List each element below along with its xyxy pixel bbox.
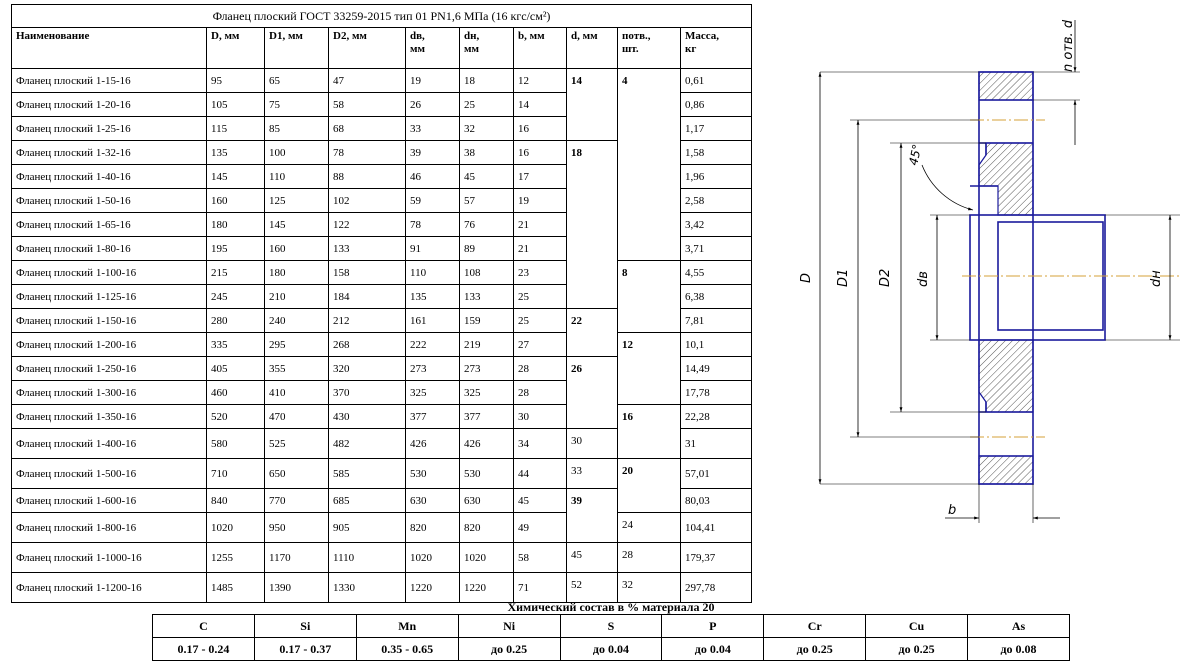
bolt-section-bottom <box>979 456 1033 484</box>
chemistry-element: Cr <box>764 615 866 638</box>
label-b: b <box>948 503 957 518</box>
table-cell: Фланец плоский 1-350-16 <box>12 405 207 429</box>
chemistry-value: 0.35 - 0.65 <box>356 638 458 661</box>
table-cell: 57 <box>460 189 514 213</box>
table-cell: 16 <box>514 117 567 141</box>
table-cell: 59 <box>406 189 460 213</box>
table-cell: 1390 <box>265 573 329 603</box>
table-cell: 4,55 <box>681 261 752 285</box>
table-cell: Фланец плоский 1-1200-16 <box>12 573 207 603</box>
hole-diameter-cell: 39 <box>567 489 618 543</box>
table-cell: 295 <box>265 333 329 357</box>
table-cell: Фланец плоский 1-20-16 <box>12 93 207 117</box>
table-cell: 46 <box>406 165 460 189</box>
table-cell: 158 <box>329 261 406 285</box>
chemistry-table <box>152 614 1070 661</box>
table-cell: 45 <box>460 165 514 189</box>
hatched-sections <box>979 72 1033 484</box>
table-cell: 405 <box>207 357 265 381</box>
table-cell: 68 <box>329 117 406 141</box>
hole-count-cell: 20 <box>618 459 681 513</box>
table-cell: 47 <box>329 69 406 93</box>
column-header-text: потв., <box>622 30 651 42</box>
table-cell: 268 <box>329 333 406 357</box>
table-cell: 19 <box>514 189 567 213</box>
table-cell: 14,49 <box>681 357 752 381</box>
table-cell: 580 <box>207 429 265 459</box>
bolt-section-top <box>979 72 1033 100</box>
hole-count-cell: 28 <box>618 543 681 573</box>
label-D: D <box>799 272 814 283</box>
table-cell: 0,61 <box>681 69 752 93</box>
table-cell: 58 <box>514 543 567 573</box>
table-cell: 377 <box>406 405 460 429</box>
table-cell: 78 <box>406 213 460 237</box>
column-header-text: мм <box>410 43 425 55</box>
label-holes: n отв. d <box>1061 19 1076 72</box>
column-header-text: мм <box>464 43 479 55</box>
chemistry-title: Химический состав в % материала 20 <box>507 600 715 614</box>
chemistry-element: S <box>560 615 662 638</box>
table-row <box>12 405 752 429</box>
table-cell: 820 <box>460 513 514 543</box>
table-cell: 23 <box>514 261 567 285</box>
table-cell: 710 <box>207 459 265 489</box>
label-angle: 45° <box>906 142 925 167</box>
table-cell: 18 <box>460 69 514 93</box>
table-cell: 210 <box>265 285 329 309</box>
table-cell: 34 <box>514 429 567 459</box>
table-row <box>12 261 752 285</box>
table-row <box>12 543 752 573</box>
table-cell: 160 <box>207 189 265 213</box>
hole-diameter-cell: 14 <box>567 69 618 141</box>
column-header-text: Наименование <box>16 30 90 42</box>
table-cell: 133 <box>329 237 406 261</box>
hole-diameter-cell: 33 <box>567 459 618 489</box>
table-cell: 460 <box>207 381 265 405</box>
table-cell: 840 <box>207 489 265 513</box>
table-cell: 215 <box>207 261 265 285</box>
table-cell: 370 <box>329 381 406 405</box>
table-cell: Фланец плоский 1-600-16 <box>12 489 207 513</box>
chemistry-values-row <box>153 638 1070 661</box>
table-cell: 325 <box>406 381 460 405</box>
table-cell: 161 <box>406 309 460 333</box>
hole-diameter-cell: 22 <box>567 309 618 357</box>
table-cell: 28 <box>514 357 567 381</box>
table-cell: 135 <box>207 141 265 165</box>
table-cell: 159 <box>460 309 514 333</box>
table-cell: 280 <box>207 309 265 333</box>
table-cell: 770 <box>265 489 329 513</box>
table-cell: 125 <box>265 189 329 213</box>
chemistry-value: 0.17 - 0.24 <box>153 638 255 661</box>
table-cell: 219 <box>460 333 514 357</box>
table-cell: 0,86 <box>681 93 752 117</box>
table-cell: 195 <box>207 237 265 261</box>
table-cell: Фланец плоский 1-80-16 <box>12 237 207 261</box>
table-cell: 145 <box>265 213 329 237</box>
table-cell: 179,37 <box>681 543 752 573</box>
table-cell: 21 <box>514 237 567 261</box>
table-cell: 240 <box>265 309 329 333</box>
table-cell: 1170 <box>265 543 329 573</box>
table-cell: 184 <box>329 285 406 309</box>
table-cell: 115 <box>207 117 265 141</box>
table-cell: 2,58 <box>681 189 752 213</box>
chemistry-value: 0.17 - 0.37 <box>254 638 356 661</box>
column-header-text: d, мм <box>571 30 598 42</box>
table-cell: 12 <box>514 69 567 93</box>
table-cell: Фланец плоский 1-300-16 <box>12 381 207 405</box>
table-cell: 1255 <box>207 543 265 573</box>
flange-drawing <box>780 0 1195 560</box>
table-cell: 530 <box>406 459 460 489</box>
table-cell: 10,1 <box>681 333 752 357</box>
table-cell: 45 <box>514 489 567 513</box>
table-cell: 630 <box>406 489 460 513</box>
chemistry-element: Mn <box>356 615 458 638</box>
table-cell: 530 <box>460 459 514 489</box>
table-cell: 49 <box>514 513 567 543</box>
table-cell: 6,38 <box>681 285 752 309</box>
table-cell: 16 <box>514 141 567 165</box>
table-cell: 377 <box>460 405 514 429</box>
column-header <box>618 28 681 69</box>
hole-diameter-cell: 26 <box>567 357 618 429</box>
flange-outline <box>970 72 1105 484</box>
column-header-text: dв, <box>410 30 425 42</box>
chemistry-element: As <box>968 615 1070 638</box>
table-cell: 102 <box>329 189 406 213</box>
chemistry-element: Ni <box>458 615 560 638</box>
column-header-text: шт. <box>622 43 639 55</box>
table-cell: 630 <box>460 489 514 513</box>
table-cell: 133 <box>460 285 514 309</box>
table-cell: 30 <box>514 405 567 429</box>
column-header-text: b, мм <box>518 30 545 42</box>
table-cell: 520 <box>207 405 265 429</box>
table-cell: 160 <box>265 237 329 261</box>
table-cell: 273 <box>460 357 514 381</box>
hole-count-cell: 4 <box>618 69 681 261</box>
table-cell: 482 <box>329 429 406 459</box>
table-cell: Фланец плоский 1-32-16 <box>12 141 207 165</box>
label-D2: D2 <box>878 268 893 287</box>
table-cell: Фланец плоский 1-500-16 <box>12 459 207 489</box>
table-cell: 685 <box>329 489 406 513</box>
column-header-text: кг <box>685 43 697 55</box>
table-cell: 1220 <box>406 573 460 603</box>
table-cell: 57,01 <box>681 459 752 489</box>
table-cell: 122 <box>329 213 406 237</box>
dim-angle <box>922 165 973 210</box>
flange-body-top <box>979 143 1033 215</box>
chemistry-value: до 0.08 <box>968 638 1070 661</box>
table-cell: 1,96 <box>681 165 752 189</box>
column-header <box>681 28 752 69</box>
table-cell: 38 <box>460 141 514 165</box>
table-cell: 1220 <box>460 573 514 603</box>
table-cell: 7,81 <box>681 309 752 333</box>
table-cell: Фланец плоский 1-1000-16 <box>12 543 207 573</box>
table-cell: 470 <box>265 405 329 429</box>
table-cell: 65 <box>265 69 329 93</box>
table-cell: 22,28 <box>681 405 752 429</box>
table-cell: 525 <box>265 429 329 459</box>
hole-diameter-cell: 52 <box>567 573 618 603</box>
table-cell: Фланец плоский 1-800-16 <box>12 513 207 543</box>
table-cell: 1,17 <box>681 117 752 141</box>
table-cell: 410 <box>265 381 329 405</box>
table-cell: 180 <box>207 213 265 237</box>
table-cell: 27 <box>514 333 567 357</box>
table-cell: 820 <box>406 513 460 543</box>
column-header <box>265 28 329 69</box>
table-cell: 1020 <box>406 543 460 573</box>
table-cell: 33 <box>406 117 460 141</box>
table-cell: 14 <box>514 93 567 117</box>
table-cell: 17,78 <box>681 381 752 405</box>
flange-body-bottom <box>979 340 1033 412</box>
table-cell: 3,71 <box>681 237 752 261</box>
column-header <box>514 28 567 69</box>
chemistry-value: до 0.04 <box>662 638 764 661</box>
table-cell: 80,03 <box>681 489 752 513</box>
table-cell: 1110 <box>329 543 406 573</box>
table-cell: 100 <box>265 141 329 165</box>
table-header-row <box>12 28 752 69</box>
table-cell: 1020 <box>207 513 265 543</box>
chemistry-value: до 0.25 <box>458 638 560 661</box>
table-cell: 905 <box>329 513 406 543</box>
table-cell: 355 <box>265 357 329 381</box>
table-row <box>12 573 752 603</box>
chemistry-value: до 0.25 <box>764 638 866 661</box>
table-cell: Фланец плоский 1-200-16 <box>12 333 207 357</box>
column-header <box>12 28 207 69</box>
hole-count-cell: 24 <box>618 513 681 543</box>
table-cell: 145 <box>207 165 265 189</box>
table-cell: 78 <box>329 141 406 165</box>
hole-count-cell: 12 <box>618 333 681 405</box>
table-cell: 135 <box>406 285 460 309</box>
table-cell: 180 <box>265 261 329 285</box>
column-header-text: dн, <box>464 30 480 42</box>
table-row <box>12 69 752 93</box>
table-cell: 426 <box>460 429 514 459</box>
table-cell: 110 <box>406 261 460 285</box>
table-cell: 31 <box>681 429 752 459</box>
chemistry-value: до 0.04 <box>560 638 662 661</box>
table-cell: 25 <box>460 93 514 117</box>
table-cell: Фланец плоский 1-40-16 <box>12 165 207 189</box>
table-cell: Фланец плоский 1-65-16 <box>12 213 207 237</box>
table-cell: 28 <box>514 381 567 405</box>
table-cell: 25 <box>514 285 567 309</box>
table-cell: 104,41 <box>681 513 752 543</box>
table-cell: 108 <box>460 261 514 285</box>
column-header <box>567 28 618 69</box>
table-cell: 430 <box>329 405 406 429</box>
table-cell: 91 <box>406 237 460 261</box>
table-cell: 273 <box>406 357 460 381</box>
table-cell: 71 <box>514 573 567 603</box>
chemistry-element: C <box>153 615 255 638</box>
table-row <box>12 333 752 357</box>
table-cell: 89 <box>460 237 514 261</box>
table-row <box>12 459 752 489</box>
column-header-text: D, мм <box>211 30 240 42</box>
column-header <box>406 28 460 69</box>
label-dv: dв <box>916 271 931 287</box>
hole-count-cell: 16 <box>618 405 681 459</box>
table-cell: 950 <box>265 513 329 543</box>
table-cell: 1020 <box>460 543 514 573</box>
table-cell: 585 <box>329 459 406 489</box>
table-cell: Фланец плоский 1-15-16 <box>12 69 207 93</box>
table-cell: 58 <box>329 93 406 117</box>
table-cell: 650 <box>265 459 329 489</box>
chemistry-element: P <box>662 615 764 638</box>
chemistry-element: Si <box>254 615 356 638</box>
table-cell: 297,78 <box>681 573 752 603</box>
flange-table <box>11 4 752 603</box>
table-cell: Фланец плоский 1-125-16 <box>12 285 207 309</box>
table-cell: Фланец плоский 1-100-16 <box>12 261 207 285</box>
column-header-text: D1, мм <box>269 30 303 42</box>
table-cell: 105 <box>207 93 265 117</box>
table-cell: 85 <box>265 117 329 141</box>
table-cell: 426 <box>406 429 460 459</box>
table-cell: Фланец плоский 1-250-16 <box>12 357 207 381</box>
table-caption: Фланец плоский ГОСТ 33259-2015 тип 01 PN1,6 МПа (16 кгс/см²) <box>12 5 752 28</box>
column-header-text: D2, мм <box>333 30 367 42</box>
hole-diameter-cell: 18 <box>567 141 618 309</box>
table-cell: Фланец плоский 1-150-16 <box>12 309 207 333</box>
table-cell: 32 <box>460 117 514 141</box>
label-dn: dн <box>1149 270 1164 287</box>
table-cell: Фланец плоский 1-400-16 <box>12 429 207 459</box>
hole-count-cell: 8 <box>618 261 681 333</box>
table-cell: 44 <box>514 459 567 489</box>
table-cell: 325 <box>460 381 514 405</box>
table-cell: 1485 <box>207 573 265 603</box>
table-cell: 19 <box>406 69 460 93</box>
table-cell: 76 <box>460 213 514 237</box>
hole-diameter-cell: 30 <box>567 429 618 459</box>
chemistry-elements-row <box>153 615 1070 638</box>
column-header <box>460 28 514 69</box>
column-header-text: Масса, <box>685 30 720 42</box>
table-cell: 3,42 <box>681 213 752 237</box>
hole-diameter-cell: 45 <box>567 543 618 573</box>
table-cell: 21 <box>514 213 567 237</box>
table-cell: 95 <box>207 69 265 93</box>
table-cell: 1,58 <box>681 141 752 165</box>
table-cell: 39 <box>406 141 460 165</box>
table-cell: 245 <box>207 285 265 309</box>
table-cell: 222 <box>406 333 460 357</box>
table-cell: 75 <box>265 93 329 117</box>
column-header <box>329 28 406 69</box>
table-cell: Фланец плоский 1-25-16 <box>12 117 207 141</box>
table-cell: 320 <box>329 357 406 381</box>
table-cell: 88 <box>329 165 406 189</box>
table-cell: 335 <box>207 333 265 357</box>
column-header <box>207 28 265 69</box>
table-cell: 26 <box>406 93 460 117</box>
chemistry-value: до 0.25 <box>866 638 968 661</box>
table-row <box>12 513 752 543</box>
table-cell: Фланец плоский 1-50-16 <box>12 189 207 213</box>
chemistry-element: Cu <box>866 615 968 638</box>
pipe-outline <box>970 215 1105 340</box>
hole-count-cell: 32 <box>618 573 681 603</box>
table-cell: 212 <box>329 309 406 333</box>
table-cell: 110 <box>265 165 329 189</box>
label-D1: D1 <box>836 268 851 287</box>
table-cell: 1330 <box>329 573 406 603</box>
table-cell: 17 <box>514 165 567 189</box>
table-cell: 25 <box>514 309 567 333</box>
